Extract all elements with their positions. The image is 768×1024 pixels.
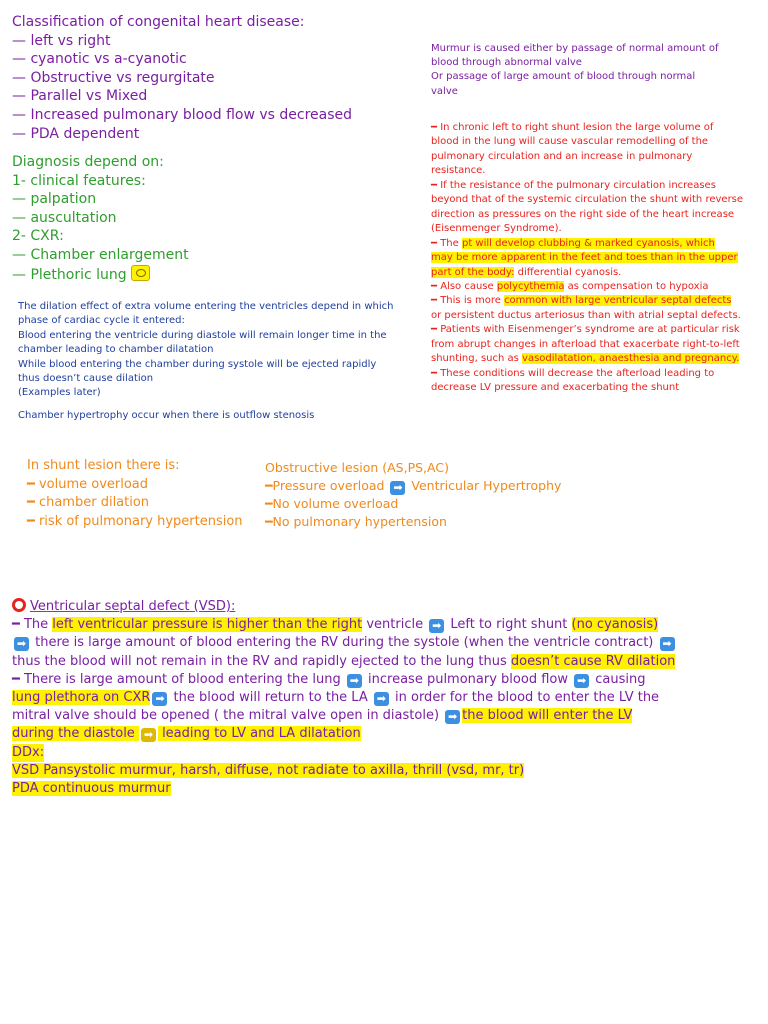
diagnosis-line-text: — Plethoric lung bbox=[12, 266, 127, 283]
classification-item: — Obstructive vs regurgitate bbox=[12, 69, 215, 86]
note-line: or persistent ductus arteriosus than with atrial septal defects. bbox=[431, 309, 741, 321]
note-line: ━ These conditions will decrease the afterload leading to bbox=[431, 367, 715, 379]
highlight-text: common with large ventricular septal defects bbox=[504, 295, 732, 307]
note-line: resistance. bbox=[431, 165, 486, 177]
vsd-line bbox=[12, 780, 677, 798]
diagnosis-section bbox=[12, 153, 189, 284]
note-line: ━ In chronic left to right shunt lesion the large volume of bbox=[431, 122, 714, 133]
classification-item: — left vs right bbox=[12, 32, 111, 49]
obstructive-text: Ventricular Hypertrophy bbox=[407, 478, 562, 494]
shunt-lesion-item: ━ risk of pulmonary hypertension bbox=[27, 513, 243, 529]
note-text: ━ The bbox=[431, 237, 462, 249]
obstructive-lesion-item: ━No pulmonary hypertension bbox=[265, 514, 447, 530]
highlight-text: the blood will enter the LV bbox=[462, 708, 633, 724]
vsd-text: in order for the blood to enter the LV the bbox=[390, 690, 660, 706]
obstructive-lesion-item: ━No volume overload bbox=[265, 496, 399, 512]
highlight-text: doesn’t cause RV dilation bbox=[510, 653, 676, 669]
vsd-line bbox=[12, 725, 677, 743]
note-line: ━ Patients with Eisenmenger’s syndrome are at particular risk bbox=[431, 324, 740, 336]
obstructive-lesion-item bbox=[265, 477, 561, 495]
dilation-line: Blood entering the ventricle during diastole will remain longer time in the bbox=[18, 329, 387, 341]
murmur-line: valve bbox=[431, 85, 458, 97]
highlight-text: may be more apparent in the feet and toes than in the upper bbox=[431, 252, 738, 264]
shunt-lesion-title: In shunt lesion there is: bbox=[27, 458, 180, 473]
right-arrow-icon: ➡ bbox=[574, 674, 589, 688]
highlight-text: (no cyanosis) bbox=[571, 617, 659, 633]
note-line: blood in the lung will cause vascular remodelling of the bbox=[431, 136, 709, 148]
vsd-line bbox=[12, 707, 677, 725]
dilation-note bbox=[18, 300, 393, 401]
classification-item: — cyanotic vs a-cyanotic bbox=[12, 51, 187, 68]
vsd-text: mitral valve should be opened ( the mitral valve open in diastole) bbox=[12, 708, 444, 724]
note-line bbox=[431, 266, 743, 280]
note-line: direction as pressures on the right side of the heart increase bbox=[431, 208, 735, 220]
vsd-text: increase pulmonary blood flow bbox=[363, 671, 573, 687]
dilation-line: phase of cardiac cycle it entered: bbox=[18, 315, 185, 327]
right-arrow-icon: ➡ bbox=[660, 637, 675, 651]
note-line: (Eisenmenger Syndrome). bbox=[431, 223, 562, 235]
diagnosis-line: 2- CXR: bbox=[12, 228, 64, 245]
note-line bbox=[431, 237, 743, 251]
diagnosis-title: Diagnosis depend on: bbox=[12, 154, 164, 170]
red-circle-icon bbox=[12, 598, 26, 612]
highlight-text: lung plethora on CXR bbox=[12, 690, 151, 706]
note-line: decrease LV pressure and exacerbating the shunt bbox=[431, 382, 680, 394]
diagnosis-line: 1- clinical features: bbox=[12, 172, 146, 189]
murmur-line: Murmur is caused either by passage of normal amount of bbox=[431, 43, 719, 54]
vsd-text: the blood will return to the LA bbox=[169, 690, 372, 706]
vsd-text: ━ There is large amount of blood entering the lung bbox=[12, 671, 345, 687]
hypertrophy-note bbox=[18, 410, 314, 421]
note-text: ━ Also cause bbox=[431, 280, 497, 292]
right-arrow-icon: ➡ bbox=[429, 619, 444, 633]
note-line bbox=[431, 280, 743, 294]
right-arrow-icon: ➡ bbox=[347, 674, 362, 688]
shunt-lesion-section bbox=[27, 457, 243, 531]
note-line: ━ If the resistance of the pulmonary circulation increases bbox=[431, 179, 716, 191]
obstructive-lesion-section bbox=[265, 459, 561, 531]
ddx-label: DDx: bbox=[12, 744, 44, 762]
highlight-text: part of the body: bbox=[431, 266, 515, 278]
vsd-line bbox=[12, 653, 677, 671]
right-arrow-icon: ➡ bbox=[374, 692, 389, 706]
vsd-section bbox=[12, 598, 677, 798]
right-arrow-icon: ➡ bbox=[141, 728, 156, 742]
vsd-text: there is large amount of blood entering the RV during the systole (when the ventricle contract) bbox=[31, 635, 658, 651]
note-text: ━ This is more bbox=[431, 295, 505, 307]
diagnosis-line: — auscultation bbox=[12, 209, 117, 226]
ddx-item: VSD Pansystolic murmur, harsh, diffuse, not radiate to axilla, thrill (vsd, mr, tr) bbox=[12, 762, 525, 778]
dilation-line: thus doesn’t cause dilation bbox=[18, 373, 154, 385]
murmur-note bbox=[431, 42, 719, 99]
highlight-text: vasodilatation, anaesthesia and pregnancy. bbox=[522, 353, 740, 365]
ddx-item: PDA continuous murmur bbox=[12, 781, 171, 797]
vsd-text: ━ The bbox=[12, 617, 53, 633]
vsd-text: thus the blood will not remain in the RV and rapidly ejected to the lung thus bbox=[12, 653, 511, 669]
right-arrow-icon: ➡ bbox=[14, 637, 29, 651]
note-line: from abrupt changes in afterload that exacerbate right-to-left bbox=[431, 338, 740, 350]
murmur-line: blood through abnormal valve bbox=[431, 57, 582, 69]
right-arrow-icon: ➡ bbox=[390, 481, 405, 495]
vsd-line bbox=[12, 762, 677, 780]
shunt-lesion-item: ━ volume overload bbox=[27, 476, 149, 492]
note-text: differential cyanosis. bbox=[514, 266, 622, 278]
note-line: pulmonary circulation and an increase in pulmonary bbox=[431, 150, 693, 162]
note-line: beyond that of the systemic circulation the shunt with reverse bbox=[431, 194, 744, 206]
highlight-text: during the diastole bbox=[12, 726, 139, 742]
obstructive-lesion-title: Obstructive lesion (AS,PS,AC) bbox=[265, 460, 449, 475]
dilation-line: (Examples later) bbox=[18, 387, 101, 399]
diagnosis-line: — Chamber enlargement bbox=[12, 246, 189, 263]
vsd-line bbox=[12, 634, 677, 652]
highlight-text: pt will develop clubbing & marked cyanosis, which bbox=[461, 237, 715, 249]
vsd-line bbox=[12, 616, 677, 634]
dilation-line: chamber leading to chamber dilatation bbox=[18, 344, 214, 356]
classification-section bbox=[12, 13, 352, 143]
right-arrow-icon: ➡ bbox=[152, 692, 167, 706]
diagnosis-line: — palpation bbox=[12, 191, 97, 208]
highlight-text: left ventricular pressure is higher than the right bbox=[52, 617, 363, 633]
eisenmenger-notes bbox=[431, 121, 743, 396]
vsd-title-line bbox=[12, 598, 677, 616]
note-line bbox=[431, 251, 743, 265]
vsd-text: ventricle bbox=[362, 617, 428, 633]
classification-item: — PDA dependent bbox=[12, 125, 140, 142]
speech-bubble-icon bbox=[131, 265, 150, 281]
classification-item: — Increased pulmonary blood flow vs decreased bbox=[12, 106, 353, 123]
highlight-text: leading to LV and LA dilatation bbox=[157, 726, 361, 742]
highlight-text: polycythemia bbox=[496, 280, 565, 292]
vsd-text: Left to right shunt bbox=[446, 617, 572, 633]
note-text: shunting, such as bbox=[431, 353, 523, 365]
diagnosis-line-last bbox=[12, 265, 189, 285]
note-line bbox=[431, 294, 743, 308]
dilation-line: The dilation effect of extra volume entering the ventricles depend in which bbox=[18, 301, 394, 312]
obstructive-text: ━Pressure overload bbox=[265, 478, 389, 494]
murmur-line: Or passage of large amount of blood through normal bbox=[431, 71, 696, 83]
note-text: as compensation to hypoxia bbox=[564, 280, 709, 292]
hypertrophy-line: Chamber hypertrophy occur when there is outflow stenosis bbox=[18, 410, 315, 421]
note-line bbox=[431, 352, 743, 366]
vsd-text: causing bbox=[591, 671, 646, 687]
classification-item: — Parallel vs Mixed bbox=[12, 88, 148, 105]
dilation-line: While blood entering the chamber during systole will be ejected rapidly bbox=[18, 358, 377, 370]
classification-title: Classification of congenital heart disease: bbox=[12, 14, 305, 30]
vsd-title: Ventricular septal defect (VSD): bbox=[30, 599, 236, 614]
shunt-lesion-item: ━ chamber dilation bbox=[27, 495, 150, 511]
vsd-line bbox=[12, 671, 677, 689]
vsd-line bbox=[12, 689, 677, 707]
right-arrow-icon: ➡ bbox=[445, 710, 460, 724]
